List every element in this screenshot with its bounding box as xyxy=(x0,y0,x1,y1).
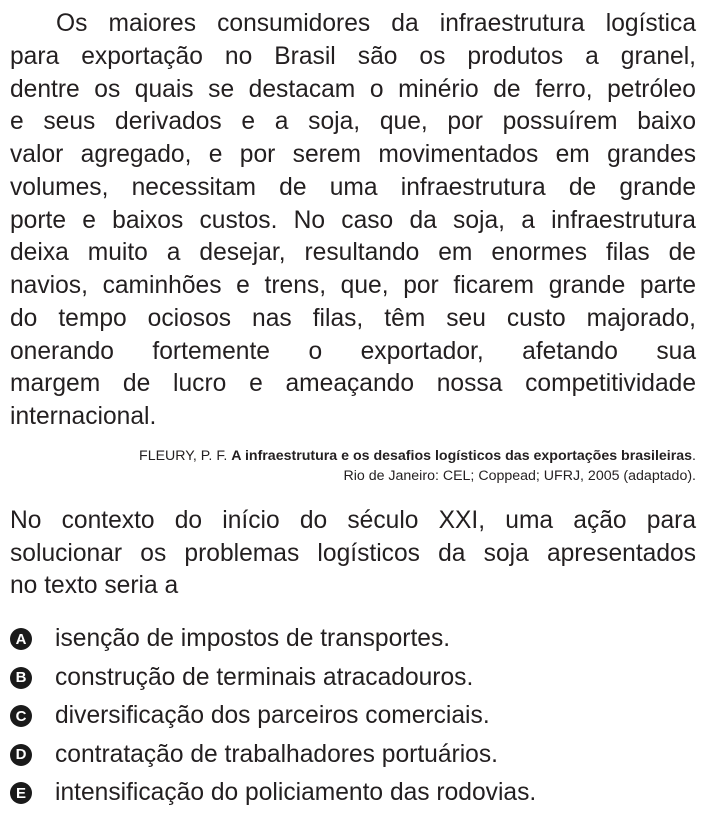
passage xyxy=(10,8,696,434)
citation-title: A infraestrutura e os desafios logísticos das exportações brasileiras xyxy=(231,447,693,464)
option-a[interactable] xyxy=(10,620,696,659)
citation-publisher: Rio de Janeiro: CEL; Coppead; UFRJ, 2005 (adaptado). xyxy=(343,467,696,484)
option-b[interactable] xyxy=(10,659,696,698)
question-line: solucionar os problemas logísticos da soja apresentados xyxy=(10,539,696,567)
option-text: intensificação do policiamento das rodovias. xyxy=(55,779,537,807)
option-letter-badge: E xyxy=(10,782,32,804)
option-letter-badge: B xyxy=(10,667,32,689)
passage-line: para exportação no Brasil são os produtos a granel, xyxy=(10,42,696,70)
passage-line: deixa muito a desejar, resultando em enormes filas de xyxy=(10,239,696,267)
question-stem xyxy=(10,505,696,603)
passage-line: do tempo ociosos nas filas, têm seu custo majorado, xyxy=(10,304,696,332)
passage-line: Os maiores consumidores da infraestrutura logística xyxy=(56,10,696,37)
question-page xyxy=(10,8,696,829)
passage-line: internacional. xyxy=(10,403,157,430)
option-letter-badge: C xyxy=(10,705,32,727)
answer-options xyxy=(10,620,696,813)
citation-author: FLEURY, P. F. xyxy=(139,447,232,464)
passage-line: navios, caminhões e trens, que, por ficarem grande parte xyxy=(10,272,696,299)
option-e[interactable] xyxy=(10,774,696,813)
option-text: construção de terminais atracadouros. xyxy=(55,663,474,691)
citation-title-suffix: . xyxy=(692,447,696,464)
passage-line: porte e baixos custos. No caso da soja, a infraestrutura xyxy=(10,206,696,234)
passage-line: onerando fortemente o exportador, afetando sua xyxy=(10,337,696,365)
option-d[interactable] xyxy=(10,736,696,775)
option-text: contratação de trabalhadores portuários. xyxy=(55,740,498,768)
passage-line: e seus derivados e a soja, que, por possuírem baixo xyxy=(10,108,696,136)
option-text: diversificação dos parceiros comerciais. xyxy=(55,702,490,730)
passage-line: valor agregado, e por serem movimentados em grandes xyxy=(10,141,696,168)
option-text: isenção de impostos de transportes. xyxy=(55,625,451,653)
question-line: No contexto do início do século XXI, uma ação para xyxy=(10,506,696,534)
passage-line: dentre os quais se destacam o minério de ferro, petróleo xyxy=(10,75,696,103)
option-c[interactable] xyxy=(10,697,696,736)
option-letter-badge: A xyxy=(10,628,32,650)
passage-line: volumes, necessitam de uma infraestrutura de grande xyxy=(10,173,696,201)
question-line: no texto seria a xyxy=(10,572,179,600)
citation-reference xyxy=(10,446,696,466)
passage-line: margem de lucro e ameaçando nossa competitividade xyxy=(10,370,696,398)
option-letter-badge: D xyxy=(10,744,32,766)
citation xyxy=(10,446,696,486)
